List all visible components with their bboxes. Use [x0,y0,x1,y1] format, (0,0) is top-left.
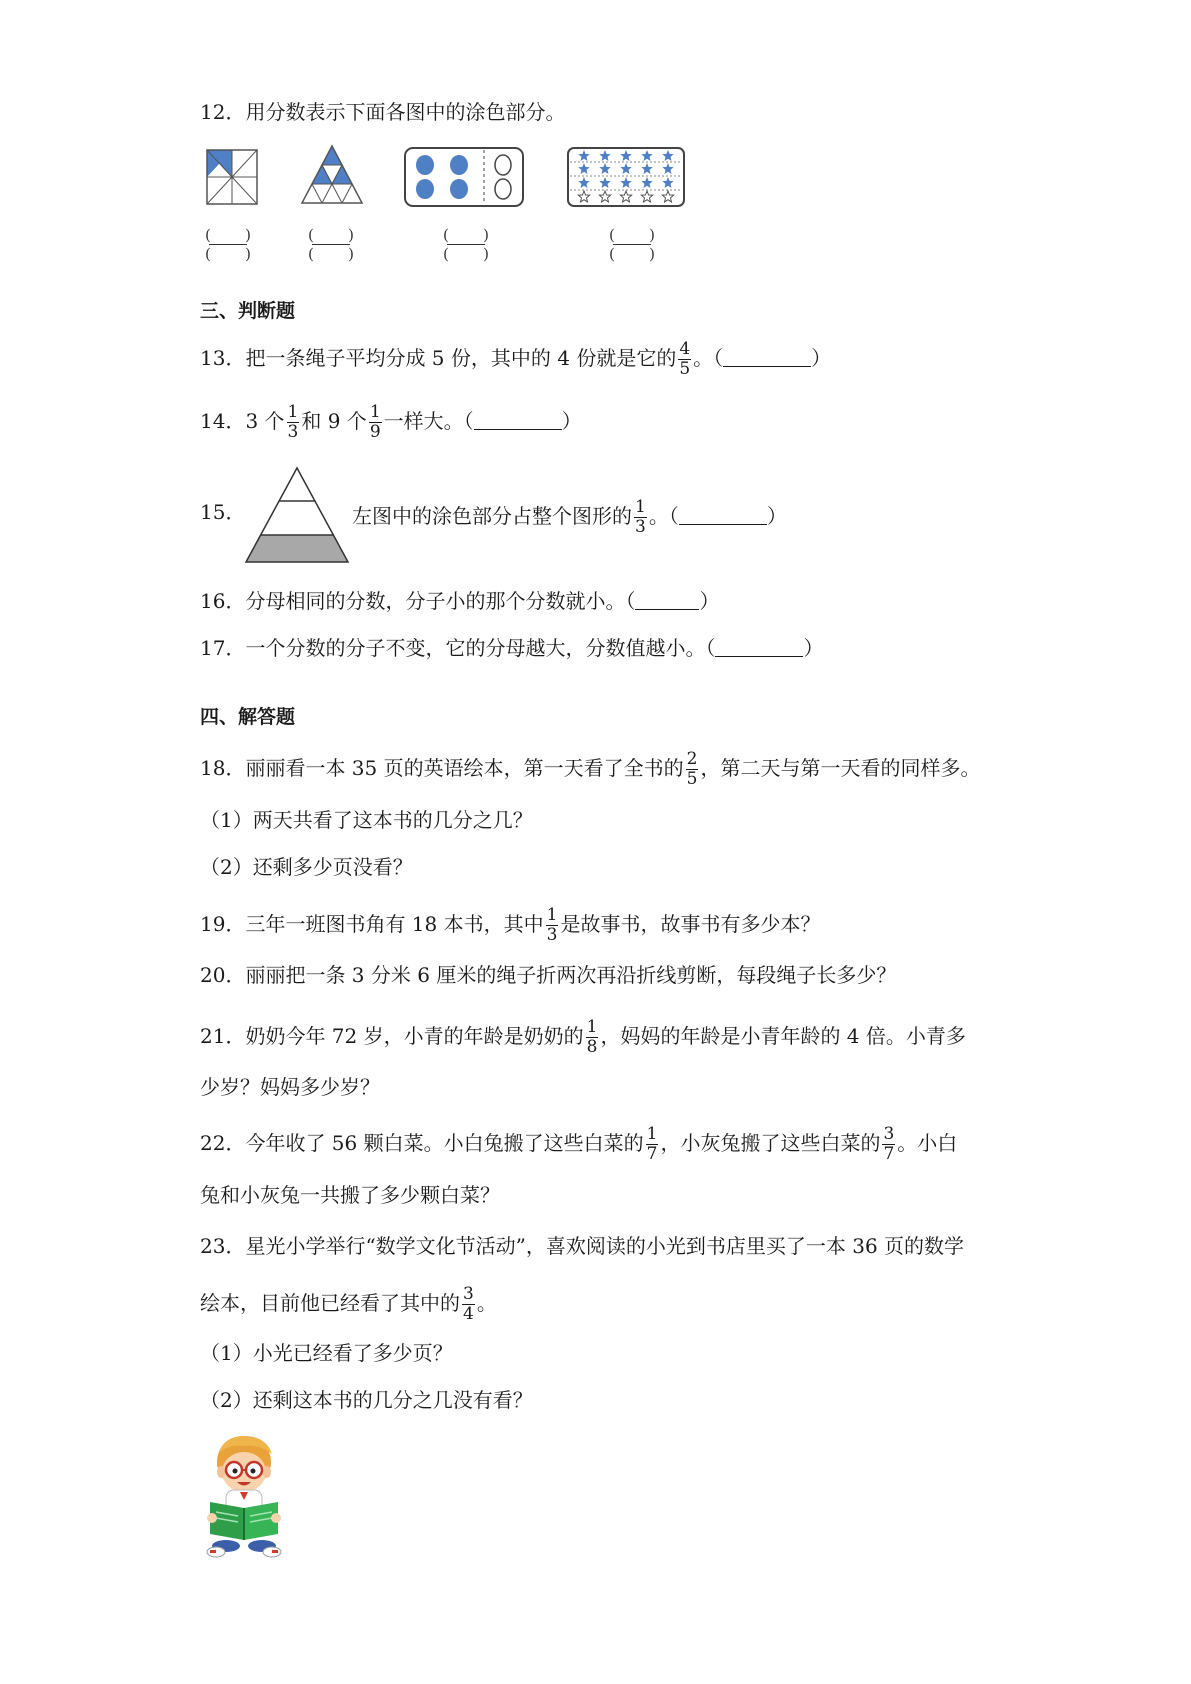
question-21: 21．奶奶今年 72 岁，小青的年龄是奶奶的 $\frac{1}{8}$ ，妈妈的年龄是小青年龄的 4 倍。小青多 [200,1017,966,1057]
question-16: 16．分母相同的分数，分子小的那个分数就小。（ ） [200,589,720,613]
fraction: $\frac{1}{3}$ [287,402,299,442]
question-18-part-2: （2）还剩多少页没看？ [200,855,413,879]
question-23-part-2: （2）还剩这本书的几分之几没有看？ [200,1388,533,1412]
question-12: 12．用分数表示下面各图中的涂色部分。 [200,100,566,124]
q12-figure-ovals [403,146,525,208]
answer-blank[interactable] [715,636,803,657]
q12-answer-2[interactable]: ( ) ( ) [308,226,354,263]
fraction: $\frac{3}{7}$ [883,1124,895,1164]
question-15: 左图中的涂色部分占整个图形的 $\frac{1}{3}$ 。（ ） [352,497,787,537]
q12-figure-triangle [300,144,364,206]
question-20: 20．丽丽把一条 3 分米 6 厘米的绳子折两次再沿折线剪断，每段绳子长多少？ [200,963,897,987]
answer-blank[interactable] [679,504,767,525]
q12-answer-4[interactable]: ( ) ( ) [609,226,655,263]
question-22: 22．今年收了 56 颗白菜。小白兔搬了这些白菜的 $\frac{1}{7}$ ，小灰兔搬了这些白菜的 $\frac{3}{7}$ 。小白 [200,1124,958,1164]
fraction: $\frac{1}{7}$ [646,1124,658,1164]
fraction: $\frac{3}{4}$ [463,1284,474,1324]
answer-blank[interactable] [474,409,562,430]
question-22-line-2: 兔和小灰兔一共搬了多少颗白菜？ [200,1183,500,1207]
fraction: $\frac{4}{5}$ [679,339,691,379]
question-13: 13．把一条绳子平均分成 5 份，其中的 4 份就是它的 $\frac{4}{5}$ 。（ ） [200,339,832,379]
question-15-label: 15． [200,500,246,524]
section-4-title: 四、解答题 [200,706,296,728]
fraction: $\frac{1}{8}$ [586,1017,598,1057]
section-3-title: 三、判断题 [200,300,296,322]
fraction: $\frac{2}{5}$ [686,749,698,789]
q12-answer-1[interactable]: ( ) ( ) [205,226,251,263]
question-18-part-1: （1）两天共看了这本书的几分之几？ [200,808,533,832]
question-18: 18．丽丽看一本 35 页的英语绘本，第一天看了全书的 $\frac{2}{5}$ ，第二天与第一天看的同样多。 [200,749,981,789]
question-17: 17．一个分数的分子不变，它的分母越大，分数值越小。（ ） [200,636,824,660]
answer-blank[interactable] [723,346,811,367]
fraction: $\frac{1}{3}$ [546,905,558,945]
question-23-part-1: （1）小光已经看了多少页？ [200,1341,453,1365]
question-23-line-2: 绘本，目前他已经看了其中的 $\frac{3}{4}$ 。 [200,1284,497,1324]
q12-answer-3[interactable]: ( ) ( ) [443,226,489,263]
answer-blank[interactable] [635,589,699,610]
q12-figure-square [205,148,259,206]
question-19: 19．三年一班图书角有 18 本书，其中 $\frac{1}{3}$ 是故事书，故事书有多少本？ [200,905,821,945]
q15-figure-pyramid [244,466,350,564]
fraction: $\frac{1}{3}$ [635,497,646,537]
question-21-line-2: 少岁？妈妈多少岁？ [200,1075,380,1099]
q12-figure-stars [566,146,686,208]
boy-reading-illustration [204,1432,286,1560]
question-23: 23．星光小学举行“数学文化节活动”，喜欢阅读的小光到书店里买了一本 36 页的数学 [200,1234,965,1258]
fraction: $\frac{1}{9}$ [369,402,381,442]
question-14: 14．3 个 $\frac{1}{3}$ 和 9 个 $\frac{1}{9}$ 一样大。（ ） [200,402,582,442]
